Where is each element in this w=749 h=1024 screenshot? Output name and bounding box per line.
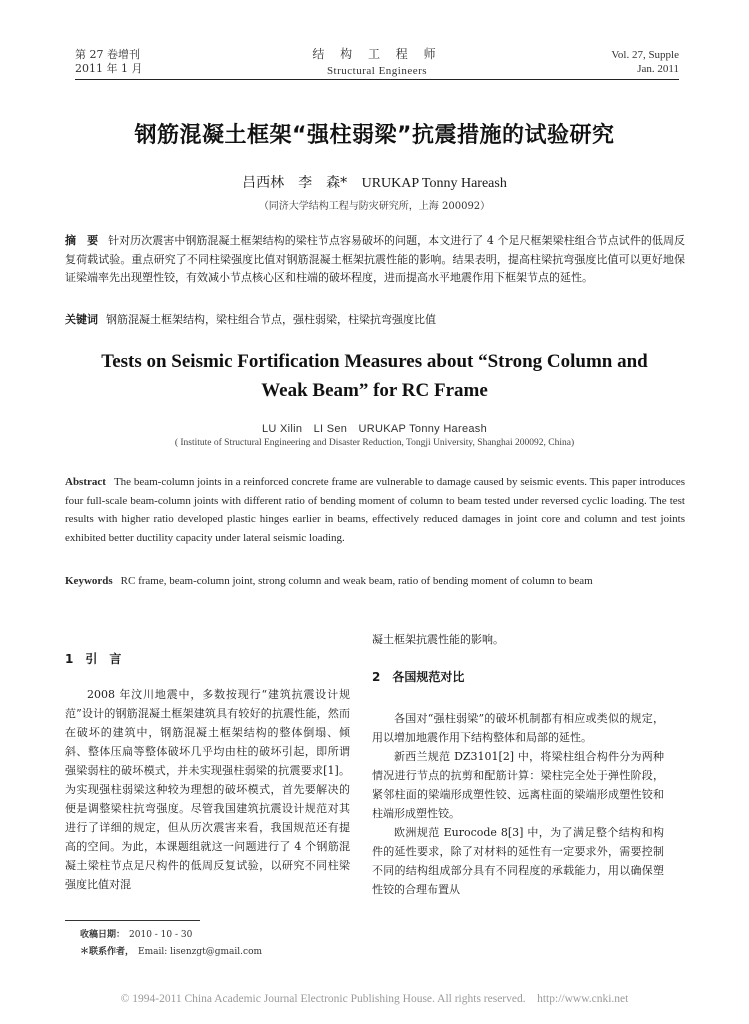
contact-label: ＊联系作者， bbox=[80, 947, 135, 957]
abstract-cn bbox=[65, 232, 685, 288]
section-2-para-2: 新西兰规范 DZ3101[2] 中，将梁柱组合构件分为两种情况进行节点的抗剪和配筋计算：梁柱完全处于弹性阶段，紧邻柱面的梁端形成塑性铰、远离柱面的梁端形成塑性铰和柱端形成塑性铰。 bbox=[372, 750, 664, 820]
keywords-en-label: Keywords bbox=[65, 575, 113, 587]
journal-name-en: Structural Engineers bbox=[326, 65, 428, 77]
author-names-cn: 吕西林 李 森* bbox=[242, 175, 348, 191]
journal-name-cn: 结 构 工 程 师 bbox=[312, 47, 442, 61]
keywords-en-text: RC frame, beam-column joint, strong column and weak beam, ratio of bending moment of column to beam bbox=[120, 575, 593, 587]
abstract-en bbox=[65, 473, 685, 547]
affiliation-en: ( Institute of Structural Engineering and Disaster Reduction, Tongji University, Shanghai 200092, China) bbox=[174, 438, 575, 448]
authors-en: LU Xilin LI Sen URUKAP Tonny Hareash bbox=[262, 423, 487, 435]
title-en bbox=[0, 347, 749, 405]
affiliation-cn: （同济大学结构工程与防灾研究所，上海 200092） bbox=[258, 201, 491, 212]
title-en-line1: Tests on Seismic Fortification Measures about “Strong Column and bbox=[101, 351, 648, 372]
section-1-heading: 1 引 言 bbox=[65, 652, 122, 666]
title-en-line2: Weak Beam” for RC Frame bbox=[261, 380, 488, 401]
left-column bbox=[65, 650, 350, 894]
keywords-cn-label: 关键词 bbox=[65, 313, 98, 326]
abstract-en-text: The beam-column joints in a reinforced concrete frame are vulnerable to damage caused by seismic events. This paper introduces four full-scale beam-column joints with different ratio of bending moment of column to beam tested under reversed cyclic loading. The test results with higher ratio developed plastic hinges earlier in beams, effectively reduced damages in joint core and column and test joints exhibited better ductility capacity under lateral seismic loading. bbox=[65, 476, 685, 544]
footnote-divider bbox=[65, 920, 200, 921]
footnote-contact bbox=[80, 944, 262, 957]
volume-line-en: Vol. 27, Supple bbox=[611, 49, 679, 61]
abstract-cn-text: 针对历次震害中钢筋混凝土框架结构的梁柱节点容易破坏的问题，本文进行了 4 个足尺框架梁柱组合节点试件的低周反复荷载试验。重点研究了不同柱梁强度比值对钢筋混凝土框架抗震性能的影响。结果表明，提高柱梁抗弯强度比值可以更好地保证梁端率先出现塑性铰，有效减小节点核心区和柱端的破坏程度，进而提高水平地震作用下框架节点的延性。 bbox=[65, 234, 685, 284]
copyright-notice: © 1994-2011 China Academic Journal Electronic Publishing House. All rights reserved. http://www.cnki.net bbox=[120, 993, 629, 1005]
author-name-en-inline: URUKAP Tonny Hareash bbox=[361, 176, 507, 191]
running-header bbox=[75, 40, 679, 80]
received-date: 2010 - 10 - 30 bbox=[129, 930, 193, 940]
section-2-para-1: 各国对“强柱弱梁”的破坏机制都有相应或类似的规定，用以增加地震作用下结构整体和局部的延性。 bbox=[372, 712, 664, 744]
section-2-heading: 2 各国规范对比 bbox=[372, 670, 465, 684]
title-cn: 钢筋混凝土框架“强柱弱梁”抗震措施的试验研究 bbox=[134, 123, 615, 148]
abstract-en-label: Abstract bbox=[65, 476, 106, 488]
section-1-paragraph: 2008 年汶川地震中，多数按现行“建筑抗震设计规范”设计的钢筋混凝土框架建筑具有较好的抗震性能，然而在破坏的建筑中，钢筋混凝土框架结构的整体倒塌、倾斜、整体压扁等整体破坏几乎均由柱的破坏引起，即所谓强梁弱柱的破坏模式，并未实现强柱弱梁的抗震要求[1]。为实现强柱弱梁这种较为理想的破坏模式，首先要解决的便是调整梁柱抗弯强度。尽管我国建筑抗震设计规范对其进行了详细的规定，但从历次震害来看，我国规范还有提高的空间。为此，本课题组就这一问题进行了 4 个钢筋混凝土梁柱节点足尺构件的低周反复试验，以研究不同柱梁强度比值对混 bbox=[65, 688, 350, 891]
volume-line: 第 27 卷增刊 bbox=[75, 48, 140, 61]
right-column bbox=[372, 630, 664, 899]
keywords-cn-text: 钢筋混凝土框架结构，梁柱组合节点，强柱弱梁，柱梁抗弯强度比值 bbox=[106, 313, 436, 326]
volume-info-en bbox=[611, 48, 679, 76]
received-label: 收稿日期： bbox=[80, 930, 126, 940]
continuation-text: 凝土框架抗震性能的影响。 bbox=[372, 633, 504, 646]
keywords-cn bbox=[65, 311, 685, 330]
keywords-en bbox=[65, 572, 685, 591]
footnote-received bbox=[80, 927, 192, 940]
journal-name bbox=[75, 46, 679, 80]
contact-email: Email: lisenzgt@gmail.com bbox=[138, 947, 263, 957]
abstract-cn-label: 摘 要 bbox=[65, 234, 99, 247]
date-line-en: Jan. 2011 bbox=[637, 63, 679, 75]
date-line: 2011 年 1 月 bbox=[75, 62, 143, 75]
section-2-para-3: 欧洲规范 Eurocode 8[3] 中，为了满足整个结构和构件的延性要求，除了对材料的延性有一定要求外，需要控制不同的结构组成部分具有不同程度的承载能力，用以确保塑性铰的合理布置从 bbox=[372, 826, 664, 896]
authors-cn bbox=[0, 172, 749, 192]
